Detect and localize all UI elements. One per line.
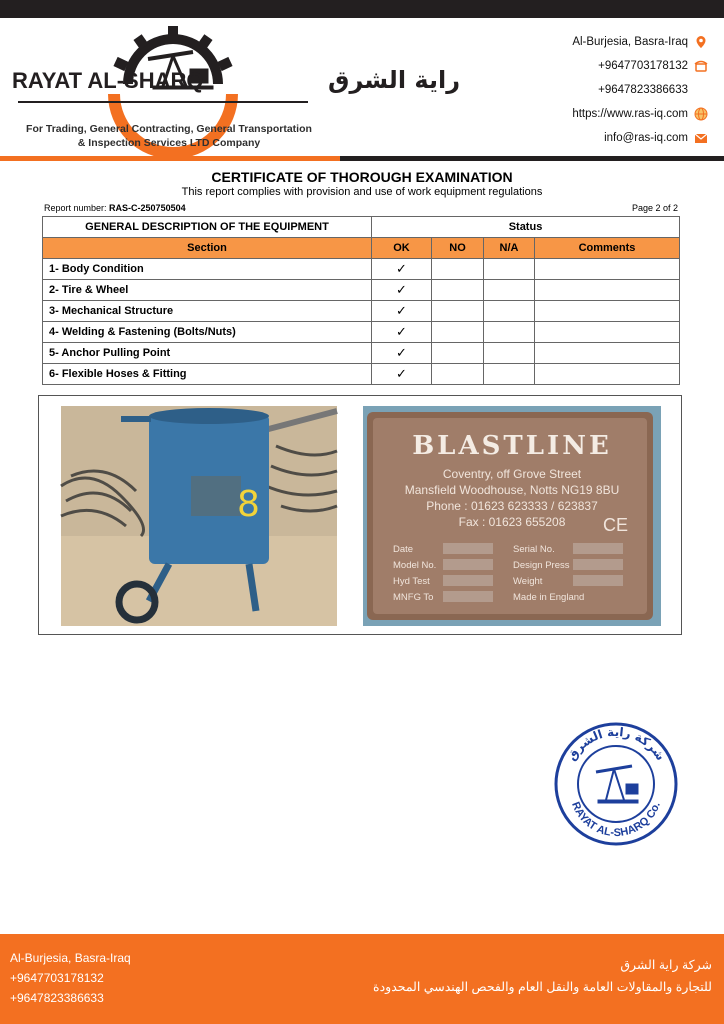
nameplate-design-label: Design Press	[513, 560, 570, 571]
row-section: 1- Body Condition	[43, 259, 372, 280]
footer-phone-2[interactable]: +9647823386633	[10, 991, 104, 1005]
row-comments	[535, 343, 680, 364]
phone-2-text: +9647823386633	[598, 84, 688, 96]
contact-email[interactable]	[572, 126, 708, 150]
footer-company-ar	[373, 954, 712, 998]
row-section: 5- Anchor Pulling Point	[43, 343, 372, 364]
equipment-photo	[61, 406, 337, 626]
certificate-subtitle: This report complies with provision and use of work equipment regulations	[181, 186, 543, 198]
row-na	[484, 322, 535, 343]
row-na	[484, 259, 535, 280]
contact-phone-1[interactable]	[572, 54, 708, 78]
contact-website[interactable]	[572, 102, 708, 126]
report-number-value: RAS-C-250750504	[109, 203, 186, 213]
row-no	[432, 259, 484, 280]
address-text: Al-Burjesia, Basra-Iraq	[572, 36, 688, 48]
column-header-na: N/A	[484, 238, 535, 259]
table-row	[43, 322, 680, 343]
company-tagline	[14, 122, 324, 150]
report-number-label: Report number:	[44, 203, 107, 213]
nameplate-made-label: Made in England	[513, 592, 585, 603]
row-comments	[535, 259, 680, 280]
nameplate-photo	[363, 406, 661, 626]
footer-ar-line-1: شركة راية الشرق	[620, 958, 712, 972]
contact-block	[572, 30, 708, 150]
row-na	[484, 364, 535, 385]
nameplate-model-label: Model No.	[393, 560, 437, 571]
phone-1-text: +9647703178132	[598, 60, 688, 72]
row-ok: ✓	[372, 259, 432, 280]
company-stamp	[552, 720, 680, 848]
stamp-text-ar: شركة راية الشرق	[564, 724, 668, 764]
website-text: https://www.ras-iq.com	[572, 108, 688, 120]
table-row	[43, 259, 680, 280]
report-number	[44, 203, 186, 213]
location-pin-icon	[694, 35, 708, 49]
tagline-line-1: For Trading, General Contracting, General Transportation	[26, 123, 312, 135]
row-ok: ✓	[372, 301, 432, 322]
svg-text:CE: CE	[603, 515, 629, 535]
page-number: Page 2 of 2	[631, 203, 678, 213]
company-logo	[8, 24, 461, 129]
row-no	[432, 364, 484, 385]
table-row	[43, 280, 680, 301]
inspection-table	[42, 216, 680, 385]
row-section: 3- Mechanical Structure	[43, 301, 372, 322]
status-header: Status	[372, 217, 680, 238]
table-row	[43, 343, 680, 364]
footer-ar-line-2: للتجارة والمقاولات العامة والنقل العام والفحص الهندسي المحدودة	[373, 980, 712, 994]
nameplate-hyd-label: Hyd Test	[393, 576, 430, 587]
row-section: 6- Flexible Hoses & Fitting	[43, 364, 372, 385]
row-section: 2- Tire & Wheel	[43, 280, 372, 301]
footer-phone-1[interactable]: +9647703178132	[10, 971, 104, 985]
spacer	[694, 83, 708, 97]
nameplate-phone: Phone : 01623 623333 / 623837	[426, 499, 598, 513]
row-comments	[535, 301, 680, 322]
photo-box	[38, 395, 682, 635]
svg-text:شركة راية الشرق	[564, 725, 667, 763]
logo-text-ar: راية الشرق	[328, 66, 461, 94]
row-section: 4- Welding & Fastening (Bolts/Nuts)	[43, 322, 372, 343]
row-na	[484, 280, 535, 301]
footer	[0, 934, 724, 1024]
footer-address: Al-Burjesia, Basra-Iraq	[10, 951, 131, 965]
column-header-no: NO	[432, 238, 484, 259]
nameplate-mnfg-label: MNFG To	[393, 592, 434, 603]
nameplate-fax: Fax : 01623 655208	[458, 515, 566, 529]
row-no	[432, 343, 484, 364]
header-divider-orange	[0, 156, 340, 161]
column-header-comments: Comments	[535, 238, 680, 259]
contact-phone-2[interactable]	[572, 78, 708, 102]
nameplate-serial-label: Serial No.	[513, 544, 555, 555]
nameplate-brand: BLASTLINE	[412, 431, 612, 461]
footer-contact	[10, 948, 131, 1008]
row-comments	[535, 280, 680, 301]
nameplate-date-label: Date	[393, 544, 414, 555]
tagline-line-2: & Inspection Services LTD Company	[77, 137, 261, 149]
envelope-icon	[694, 131, 708, 145]
column-header-ok: OK	[372, 238, 432, 259]
row-na	[484, 301, 535, 322]
email-text: info@ras-iq.com	[604, 132, 688, 144]
row-ok: ✓	[372, 364, 432, 385]
telephone-icon	[694, 59, 708, 73]
row-na	[484, 343, 535, 364]
contact-address	[572, 30, 708, 54]
top-bar	[0, 0, 724, 18]
general-description-header: GENERAL DESCRIPTION OF THE EQUIPMENT	[43, 217, 372, 238]
header-divider-dark	[340, 156, 724, 161]
nameplate-address-1: Coventry, off Grove Street	[442, 467, 582, 481]
globe-icon	[694, 107, 708, 121]
nameplate-weight-label: Weight	[513, 576, 543, 587]
row-comments	[535, 322, 680, 343]
table-title-row	[43, 217, 680, 238]
table-row	[43, 364, 680, 385]
row-comments	[535, 364, 680, 385]
stamp-text-en: RAYAT AL-SHARQ Co.	[569, 800, 663, 840]
svg-text:8: 8	[237, 484, 260, 525]
row-ok: ✓	[372, 343, 432, 364]
certificate-title: CERTIFICATE OF THOROUGH EXAMINATION	[211, 169, 513, 185]
logo-text-en: RAYAT AL-SHARQ	[12, 68, 204, 93]
row-no	[432, 280, 484, 301]
row-ok: ✓	[372, 322, 432, 343]
row-ok: ✓	[372, 280, 432, 301]
row-no	[432, 301, 484, 322]
table-header-row	[43, 238, 680, 259]
column-header-section: Section	[43, 238, 372, 259]
row-no	[432, 322, 484, 343]
nameplate-address-2: Mansfield Woodhouse, Notts NG19 8BU	[404, 483, 620, 497]
table-row	[43, 301, 680, 322]
